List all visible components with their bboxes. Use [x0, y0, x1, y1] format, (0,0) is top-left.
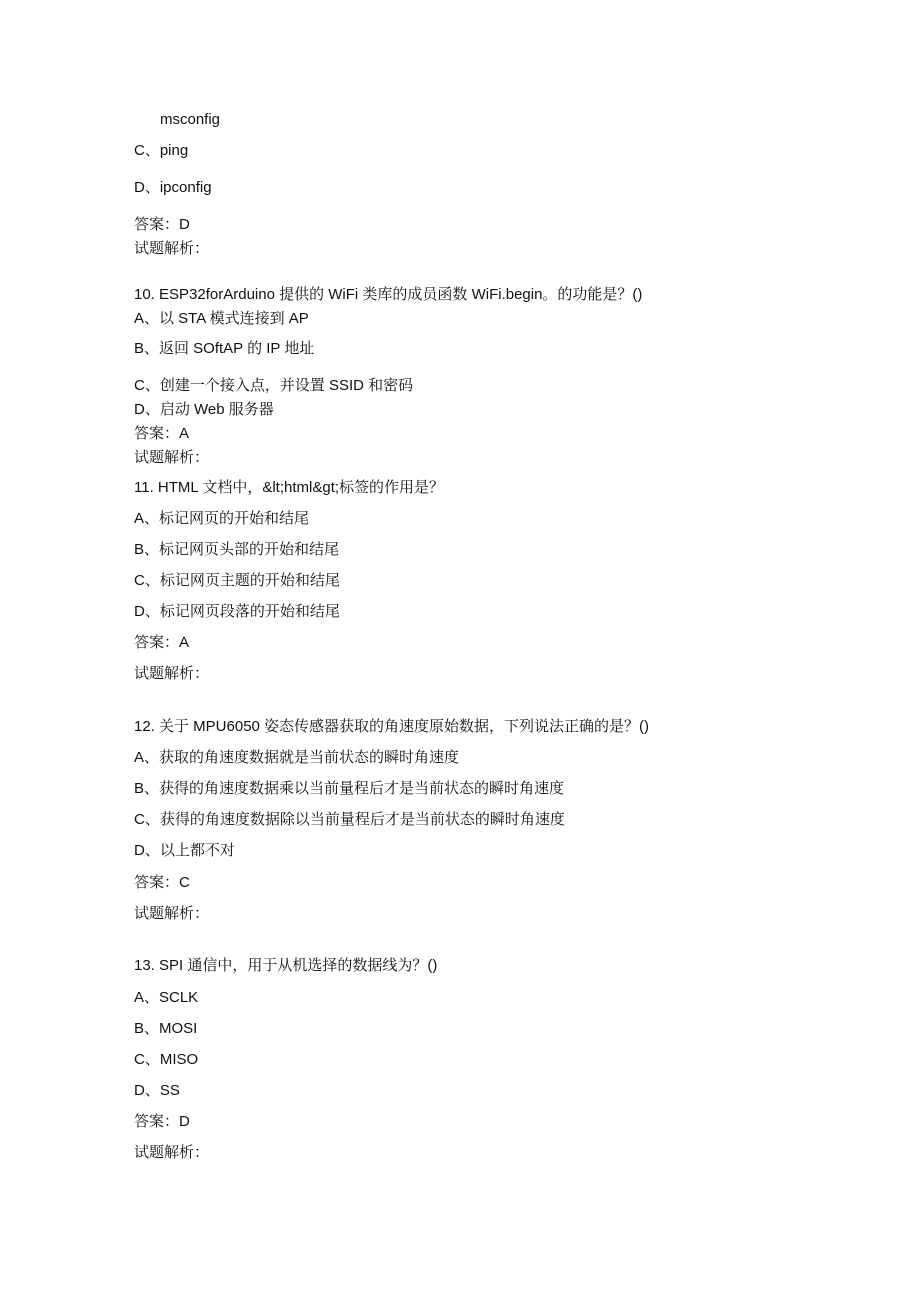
- question-13-option-b: B、MOSI: [134, 1020, 198, 1037]
- question-11-option-c: C、标记网页主题的开始和结尾: [134, 572, 340, 589]
- question-13-option-d: D、SS: [134, 1082, 180, 1099]
- question-12-option-a: A、获取的角速度数据就是当前状态的瞬时角速度: [134, 749, 460, 766]
- question-11-option-b: B、标记网页头部的开始和结尾: [134, 541, 340, 558]
- question-10-option-d: D、启动 Web 服务器: [134, 401, 274, 418]
- question-12-stem: 12. 关于 MPU6050 姿态传感器获取的角速度原始数据，下列说法正确的是？(): [134, 718, 650, 735]
- analysis-label: 试题解析：: [134, 240, 210, 257]
- answer: 答案：D: [134, 216, 190, 233]
- question-10-analysis: 试题解析：: [134, 449, 210, 466]
- option-c: C、ping: [134, 142, 189, 159]
- question-10-answer: 答案：A: [134, 425, 190, 442]
- question-12-option-d: D、以上都不对: [134, 842, 235, 859]
- question-10-option-c: C、创建一个接入点，并设置 SSID 和密码: [134, 377, 414, 394]
- question-12-analysis: 试题解析：: [134, 905, 210, 922]
- option-d: D、ipconfig: [134, 179, 212, 196]
- question-13-stem: 13. SPI 通信中，用于从机选择的数据线为？(): [134, 957, 438, 974]
- question-12-option-c: C、获得的角速度数据除以当前量程后才是当前状态的瞬时角速度: [134, 811, 565, 828]
- question-13-answer: 答案：D: [134, 1113, 190, 1130]
- question-11-analysis: 试题解析：: [134, 665, 210, 682]
- question-11-stem: 11. HTML 文档中，&lt;html&gt;标签的作用是？: [134, 479, 445, 496]
- question-10-option-b: B、返回 SOftAP 的 IP 地址: [134, 340, 315, 357]
- question-11-option-d: D、标记网页段落的开始和结尾: [134, 603, 340, 620]
- option-b-continuation: msconfig: [160, 111, 221, 128]
- question-10-stem: 10. ESP32forArduino 提供的 WiFi 类库的成员函数 WiFi.begin。的功能是？(): [134, 286, 643, 303]
- question-13-option-c: C、MISO: [134, 1051, 199, 1068]
- question-11-option-a: A、标记网页的开始和结尾: [134, 510, 310, 527]
- question-13-option-a: A、SCLK: [134, 989, 199, 1006]
- question-11-answer: 答案：A: [134, 634, 190, 651]
- question-13-analysis: 试题解析：: [134, 1144, 210, 1161]
- question-10-option-a: A、以 STA 模式连接到 AP: [134, 310, 309, 327]
- question-12-option-b: B、获得的角速度数据乘以当前量程后才是当前状态的瞬时角速度: [134, 780, 565, 797]
- question-12-answer: 答案：C: [134, 874, 190, 891]
